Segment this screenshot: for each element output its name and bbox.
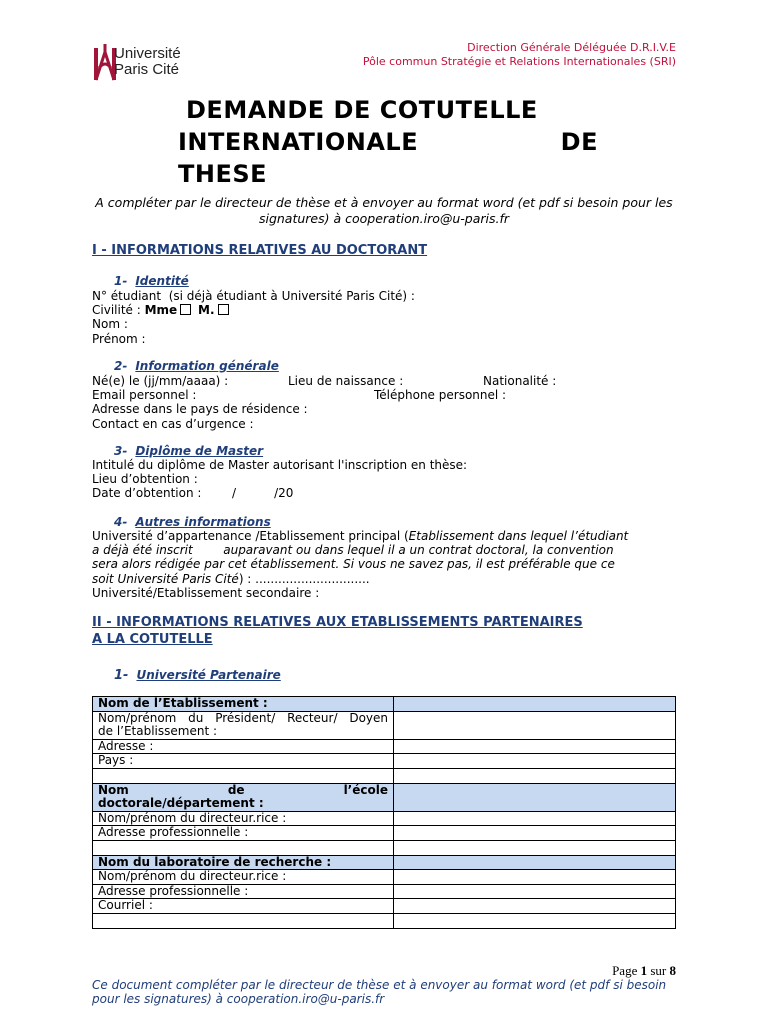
empty-cell [93, 913, 394, 928]
title-line-3: THESE [178, 160, 268, 188]
subsection-information-generale [114, 359, 279, 373]
autres-line-1a: Université d’appartenance /Etablissement principal ( [92, 529, 409, 543]
table-row [93, 855, 676, 870]
section-2-heading-line-1: II - INFORMATIONS RELATIVES AUX ETABLISSEMENTS PARTENAIRES [92, 615, 583, 630]
title-line-1: DEMANDE DE COTUTELLE [186, 96, 538, 124]
prenom-field: Prénom : [92, 331, 146, 346]
lab-address-value[interactable] [394, 884, 676, 899]
table-row [93, 826, 676, 841]
subsection-number: 4- [114, 515, 128, 529]
subsection-label: Université Partenaire [136, 668, 281, 682]
empty-cell[interactable] [394, 840, 676, 855]
title-line-2b: DE [560, 128, 598, 156]
institution-name-value[interactable] [394, 697, 676, 712]
address-value[interactable] [394, 739, 676, 754]
president-word: Président/ [215, 710, 276, 725]
page-separator: sur [650, 963, 667, 978]
information-generale-fields [92, 374, 676, 431]
school-director-value[interactable] [394, 811, 676, 826]
diploma-place-field: Lieu d’obtention : [92, 472, 198, 487]
institution-name-label: Nom de l’Etablissement : [93, 697, 394, 712]
subsection-number: 3- [114, 444, 128, 458]
autres-line-1b: Etablissement dans lequel l’étudiant [408, 529, 629, 543]
lab-director-label: Nom/prénom du directeur.rice : [93, 870, 394, 885]
civilite-label: Civilité : [92, 303, 141, 318]
title-line-2 [178, 126, 598, 158]
page-prefix: Page [612, 963, 638, 978]
subsection-autres-informations [114, 515, 271, 529]
lab-name-value[interactable] [394, 855, 676, 870]
autres-line-1 [92, 529, 676, 543]
doctoral-school-word: de [227, 782, 245, 797]
section-2-heading-line-2: A LA COTUTELLE [92, 632, 213, 647]
subsection-number: 1- [114, 668, 129, 683]
diploma-title-field: Intitulé du diplôme de Master autorisant l'inscription en thèse: [92, 458, 468, 472]
president-label-line-2: de l’Etablissement : [98, 724, 218, 738]
lab-name-label: Nom du laboratoire de recherche : [93, 855, 394, 870]
doctoral-school-value[interactable] [394, 783, 676, 811]
table-row [93, 884, 676, 899]
diploma-date-field: Date d’obtention : / /20 [92, 486, 294, 501]
empty-cell [93, 840, 394, 855]
subsection-label: Identité [135, 274, 189, 288]
email-field: Email personnel : [92, 388, 197, 403]
m-checkbox[interactable] [218, 304, 229, 315]
logo-line-1: Université [114, 45, 181, 62]
autres-informations-text [92, 529, 676, 600]
diplome-fields [92, 458, 676, 501]
address-label: Adresse : [93, 739, 394, 754]
empty-cell[interactable] [394, 913, 676, 928]
table-row [93, 697, 676, 712]
student-number-field: N° étudiant (si déjà étudiant à Université Paris Cité) : [92, 289, 415, 303]
table-row [93, 899, 676, 914]
table-row [93, 913, 676, 928]
page-number [612, 963, 676, 979]
logo-text [114, 46, 181, 78]
autres-line-2: a déjà été inscrit auparavant ou dans lequel il a un contrat doctoral, la convention [92, 543, 614, 558]
page-total: 8 [669, 963, 676, 978]
m-label: M. [198, 303, 215, 318]
birth-place-field: Lieu de naissance : [288, 374, 404, 388]
subsection-label: Information générale [135, 359, 279, 373]
table-row [93, 739, 676, 754]
empty-cell[interactable] [394, 768, 676, 783]
table-row [93, 811, 676, 826]
president-word: Nom/prénom [98, 710, 177, 725]
doctoral-school-label [93, 783, 394, 811]
identite-fields [92, 289, 676, 346]
nationality-field: Nationalité : [483, 374, 557, 388]
lab-address-label: Adresse professionnelle : [93, 884, 394, 899]
phone-field: Téléphone personnel : [374, 388, 507, 403]
president-word: Doyen [349, 710, 388, 725]
autres-line-3: sera alors rédigée par cet établissement. Si vous ne savez pas, il est préférable que ce [92, 557, 615, 572]
country-value[interactable] [394, 754, 676, 769]
president-label [93, 711, 394, 739]
nom-field: Nom : [92, 317, 128, 332]
subsection-diplome-master [114, 444, 263, 458]
subsection-label: Autres informations [135, 515, 271, 529]
president-word: du [188, 710, 204, 725]
section-1-heading: I - INFORMATIONS RELATIVES AU DOCTORANT [92, 243, 428, 258]
emergency-contact-field: Contact en cas d’urgence : [92, 416, 254, 431]
org-line-2: Pôle commun Stratégie et Relations Internationales (SRI) [362, 55, 676, 68]
footer-note: Ce document compléter par le directeur de thèse et à envoyer au format word (et pdf si besoin pour les signatures) à cooperation.iro@u-paris.fr [92, 978, 667, 1006]
email-value[interactable] [394, 899, 676, 914]
autres-line-4a: soit Université Paris Cité [92, 571, 239, 586]
mme-label: Mme [144, 303, 178, 318]
address-field: Adresse dans le pays de résidence : [92, 402, 308, 417]
table-row [93, 768, 676, 783]
title-line-2a: INTERNATIONALE [178, 128, 419, 156]
document-title [178, 94, 598, 190]
table-row [93, 840, 676, 855]
logo-line-2: Paris Cité [114, 61, 180, 78]
email-label: Courriel : [93, 899, 394, 914]
autres-line-4 [92, 572, 676, 586]
subsection-number: 2- [114, 359, 128, 373]
doctoral-school-word: Nom [98, 782, 129, 797]
civilite-field [92, 303, 676, 317]
school-address-value[interactable] [394, 826, 676, 841]
mme-checkbox[interactable] [180, 304, 191, 315]
president-value[interactable] [394, 711, 676, 739]
doctoral-school-label-line-2: doctorale/département : [98, 796, 264, 810]
subsection-label: Diplôme de Master [135, 444, 264, 458]
president-word: Recteur/ [287, 710, 338, 725]
subtitle-instructions: A compléter par le directeur de thèse et à envoyer au format word (et pdf si besoin pour les signatures) à cooperation.iro@u-paris.fr [95, 195, 673, 226]
partner-university-table [92, 696, 676, 929]
org-line-1: Direction Générale Déléguée D.R.I.V.E [467, 41, 676, 54]
table-row [93, 754, 676, 769]
table-row [93, 711, 676, 739]
secondary-institution-field: Université/Etablissement secondaire : [92, 585, 320, 600]
contact-row [92, 388, 676, 402]
subsection-universite-partenaire [114, 668, 281, 683]
table-row [93, 783, 676, 811]
school-director-label: Nom/prénom du directeur.rice : [93, 811, 394, 826]
subsection-identite [114, 274, 189, 288]
school-address-label: Adresse professionnelle : [93, 826, 394, 841]
table-row [93, 870, 676, 885]
header-organisation [363, 41, 676, 69]
president-label-line-1 [98, 712, 388, 726]
birth-date-field: Né(e) le (jj/mm/aaaa) : [92, 374, 229, 388]
subsection-number: 1- [114, 274, 128, 288]
lab-director-value[interactable] [394, 870, 676, 885]
autres-line-4b: ) : .............................. [238, 571, 370, 586]
page-current: 1 [640, 963, 648, 978]
empty-cell [93, 768, 394, 783]
country-label: Pays : [93, 754, 394, 769]
doctoral-school-label-line-1 [98, 784, 388, 798]
birth-row [92, 374, 676, 388]
section-2-heading [92, 614, 676, 648]
doctoral-school-word: l’école [343, 782, 388, 797]
